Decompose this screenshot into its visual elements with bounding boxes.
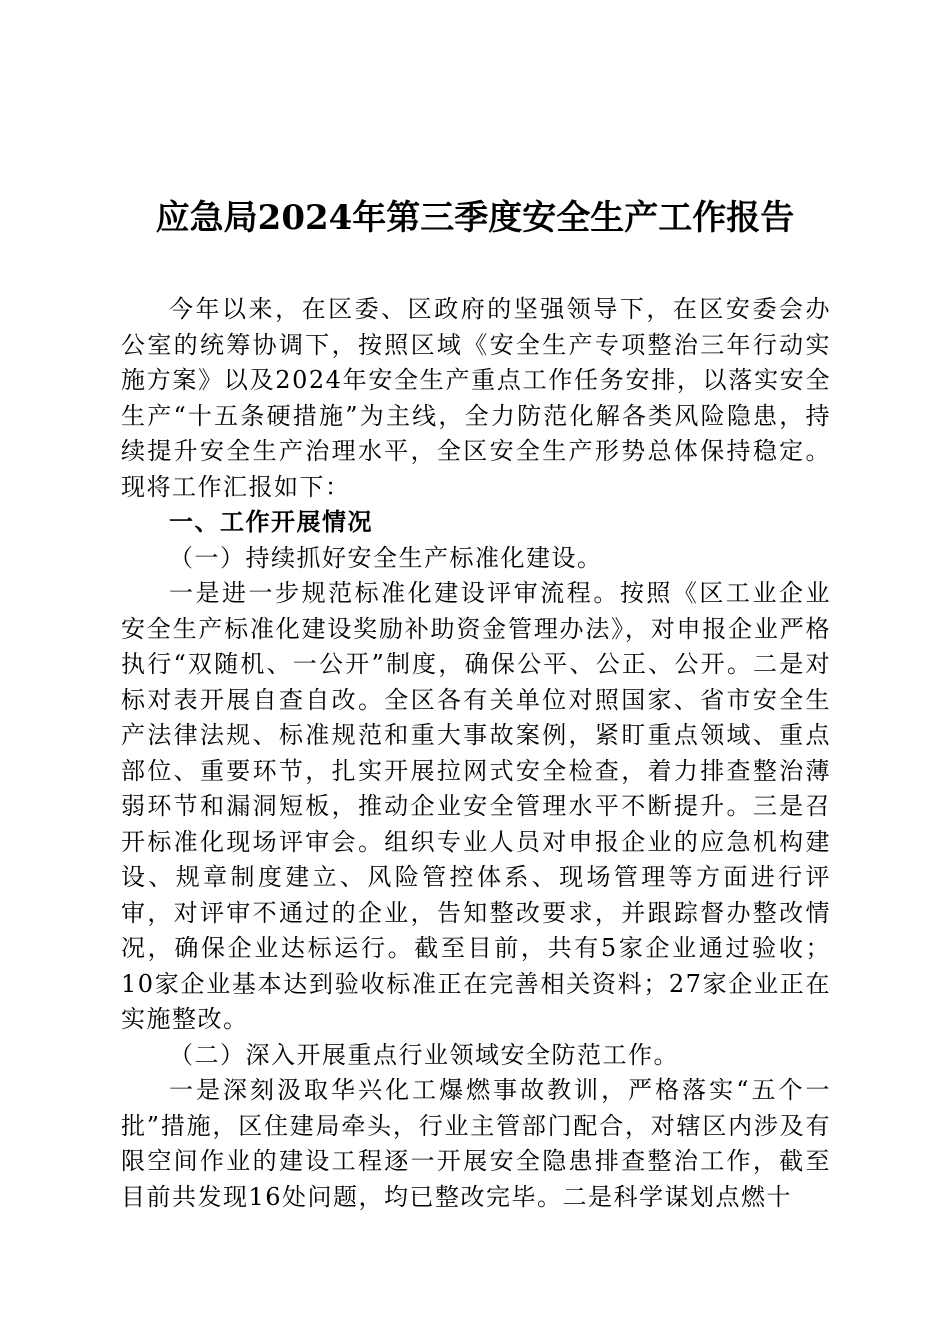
subsection-heading-standardization: （一）持续抓好安全生产标准化建设。 [169, 543, 603, 572]
key-industries-paragraph: 一是深刻汲取华兴化工爆燃事故教训，严格落实“五个一批”措施，区住建局牵头，行业主管部门配合，对辖区内涉及有限空间作业的建设工程逐一开展安全隐患排查整治工作，截至目前共发现16处问题，均已整改完毕。二是科学谋划点燃十 [121, 1076, 831, 1211]
subsection-heading-key-industries: （二）深入开展重点行业领域安全防范工作。 [169, 1040, 679, 1069]
standardization-paragraph: 一是进一步规范标准化建设评审流程。按照《区工业企业安全生产标准化建设奖励补助资金管理办法》，对申报企业严格执行“双随机、一公开”制度，确保公平、公正、公开。二是对标对表开展自查自改。全区各有关单位对照国家、省市安全生产法律法规、标准规范和重大事故案例，紧盯重点领域、重点部位、重要环节，扎实开展拉网式安全检查，着力排查整治薄弱环节和漏洞短板，推动企业安全管理水平不断提升。三是召开标准化现场评审会。组织专业人员对申报企业的应急机构建设、规章制度建立、风险管控体系、现场管理等方面进行评审，对评审不通过的企业，告知整改要求，并跟踪督办整改情况，确保企业达标运行。截至目前，共有5家企业通过验收；10家企业基本达到验收标准正在完善相关资料；27家企业正在实施整改。 [121, 579, 831, 1033]
document-body [121, 292, 831, 1215]
document-title: 应急局2024年第三季度安全生产工作报告 [155, 198, 795, 238]
intro-paragraph: 今年以来，在区委、区政府的坚强领导下，在区安委会办公室的统筹协调下，按照区域《安全生产专项整治三年行动实施方案》以及2024年安全生产重点工作任务安排，以落实安全生产“十五条硬措施”为主线，全力防范化解各类风险隐患，持续提升安全生产治理水平，全区安全生产形势总体保持稳定。现将工作汇报如下： [121, 295, 831, 501]
section-heading-work-progress: 一、工作开展情况 [169, 508, 373, 536]
